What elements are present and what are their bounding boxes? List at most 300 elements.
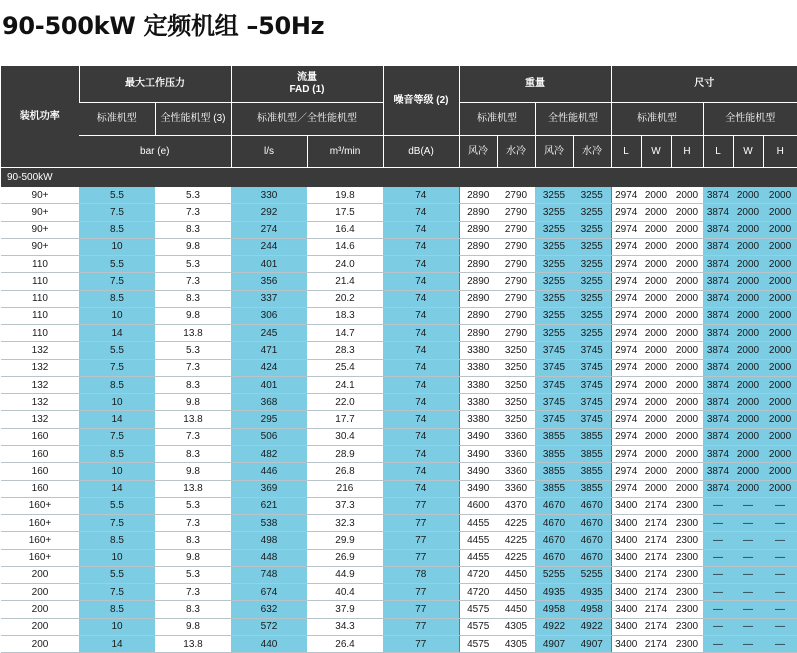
cell-dims-full-h: — [763, 515, 797, 532]
cell-dims-std-l: 2974 [611, 238, 641, 255]
cell-pressure-full: 8.3 [155, 445, 231, 462]
cell-dims-std-l: 2974 [611, 463, 641, 480]
cell-dims-std-l: 2974 [611, 480, 641, 497]
group-label: 90-500kW [1, 168, 797, 188]
cell-dims-std-w: 2000 [641, 187, 671, 204]
cell-dims-full-w: 2000 [733, 428, 763, 445]
cell-dims-full-l: 3874 [703, 428, 733, 445]
cell-flow-ls: 446 [231, 463, 307, 480]
cell-flow-ls: 368 [231, 394, 307, 411]
cell-pressure-full: 13.8 [155, 411, 231, 428]
header-dims-full-w: W [733, 136, 763, 168]
cell-weight-std-water: 3360 [497, 480, 535, 497]
cell-weight-full-water: 4935 [573, 584, 611, 601]
cell-flow-m3: 20.2 [307, 290, 383, 307]
cell-dims-std-h: 2300 [671, 549, 703, 566]
cell-flow-ls: 674 [231, 584, 307, 601]
cell-flow-m3: 26.4 [307, 635, 383, 652]
header-pressure-full: 全性能机型 (3) [155, 103, 231, 136]
cell-dims-std-l: 2974 [611, 290, 641, 307]
cell-weight-std-air: 4575 [459, 635, 497, 652]
header-dims-full: 全性能机型 [703, 103, 797, 136]
cell-weight-full-water: 3745 [573, 394, 611, 411]
cell-pressure-full: 13.8 [155, 480, 231, 497]
cell-weight-full-water: 4670 [573, 497, 611, 514]
cell-weight-std-water: 4305 [497, 618, 535, 635]
cell-weight-std-air: 2890 [459, 204, 497, 221]
cell-weight-full-water: 3745 [573, 359, 611, 376]
cell-dims-full-h: 2000 [763, 204, 797, 221]
page-title: 90-500kW 定频机组 –50Hz [2, 12, 325, 40]
cell-weight-full-air: 3745 [535, 411, 573, 428]
cell-dims-full-l: — [703, 601, 733, 618]
cell-weight-std-water: 2790 [497, 290, 535, 307]
cell-flow-ls: 295 [231, 411, 307, 428]
cell-dims-full-w: 2000 [733, 359, 763, 376]
cell-dims-std-l: 2974 [611, 359, 641, 376]
cell-noise-db: 74 [383, 463, 459, 480]
cell-power: 110 [1, 307, 79, 324]
cell-dims-full-h: 2000 [763, 325, 797, 342]
cell-dims-std-w: 2174 [641, 635, 671, 652]
cell-weight-std-water: 2790 [497, 187, 535, 204]
cell-pressure-std: 8.5 [79, 221, 155, 238]
cell-flow-ls: 369 [231, 480, 307, 497]
cell-flow-ls: 244 [231, 238, 307, 255]
cell-weight-std-air: 3490 [459, 463, 497, 480]
cell-dims-std-w: 2000 [641, 273, 671, 290]
cell-power: 200 [1, 584, 79, 601]
cell-dims-full-l: 3874 [703, 394, 733, 411]
cell-dims-std-h: 2300 [671, 601, 703, 618]
cell-dims-full-h: 2000 [763, 342, 797, 359]
cell-pressure-std: 14 [79, 480, 155, 497]
cell-weight-full-air: 4670 [535, 532, 573, 549]
cell-noise-db: 74 [383, 411, 459, 428]
cell-noise-db: 77 [383, 618, 459, 635]
cell-dims-full-w: 2000 [733, 238, 763, 255]
cell-dims-std-h: 2000 [671, 325, 703, 342]
cell-weight-full-water: 4907 [573, 635, 611, 652]
cell-weight-full-air: 4935 [535, 584, 573, 601]
cell-flow-ls: 337 [231, 290, 307, 307]
cell-dims-full-h: — [763, 497, 797, 514]
cell-dims-std-l: 2974 [611, 376, 641, 393]
header-unit-m3: m³/min [307, 136, 383, 168]
cell-pressure-full: 9.8 [155, 394, 231, 411]
cell-noise-db: 74 [383, 256, 459, 273]
cell-dims-std-h: 2000 [671, 480, 703, 497]
cell-weight-full-air: 3855 [535, 445, 573, 462]
cell-weight-full-water: 3745 [573, 342, 611, 359]
cell-noise-db: 77 [383, 584, 459, 601]
cell-dims-std-l: 2974 [611, 394, 641, 411]
cell-pressure-full: 5.3 [155, 342, 231, 359]
cell-dims-full-h: — [763, 584, 797, 601]
cell-dims-std-w: 2000 [641, 290, 671, 307]
cell-pressure-std: 14 [79, 411, 155, 428]
cell-power: 90+ [1, 238, 79, 255]
cell-dims-full-w: 2000 [733, 445, 763, 462]
cell-power: 110 [1, 256, 79, 273]
cell-flow-ls: 572 [231, 618, 307, 635]
cell-noise-db: 74 [383, 238, 459, 255]
cell-pressure-std: 8.5 [79, 376, 155, 393]
cell-dims-full-l: 3874 [703, 307, 733, 324]
cell-weight-full-water: 4670 [573, 549, 611, 566]
table-row [1, 290, 797, 307]
cell-flow-m3: 44.9 [307, 566, 383, 583]
cell-noise-db: 78 [383, 566, 459, 583]
cell-dims-full-w: 2000 [733, 290, 763, 307]
cell-dims-std-l: 2974 [611, 445, 641, 462]
cell-flow-ls: 292 [231, 204, 307, 221]
cell-flow-ls: 306 [231, 307, 307, 324]
cell-dims-full-h: 2000 [763, 256, 797, 273]
cell-pressure-full: 9.8 [155, 307, 231, 324]
cell-weight-full-air: 4922 [535, 618, 573, 635]
cell-flow-m3: 22.0 [307, 394, 383, 411]
cell-dims-full-w: 2000 [733, 325, 763, 342]
cell-dims-full-h: — [763, 532, 797, 549]
cell-flow-ls: 440 [231, 635, 307, 652]
cell-dims-full-l: 3874 [703, 187, 733, 204]
header-noise: 噪音等级 (2) [383, 66, 459, 136]
header-weight-full: 全性能机型 [535, 103, 611, 136]
cell-dims-full-l: 3874 [703, 359, 733, 376]
cell-weight-full-air: 4958 [535, 601, 573, 618]
cell-pressure-full: 9.8 [155, 238, 231, 255]
cell-dims-full-h: 2000 [763, 273, 797, 290]
cell-dims-full-w: 2000 [733, 204, 763, 221]
header-dims-full-h: H [763, 136, 797, 168]
cell-dims-std-h: 2000 [671, 307, 703, 324]
cell-noise-db: 77 [383, 497, 459, 514]
table-row [1, 618, 797, 635]
cell-weight-full-water: 3255 [573, 221, 611, 238]
cell-dims-full-w: 2000 [733, 463, 763, 480]
cell-power: 160 [1, 428, 79, 445]
cell-pressure-std: 10 [79, 394, 155, 411]
cell-noise-db: 74 [383, 325, 459, 342]
cell-dims-std-w: 2174 [641, 549, 671, 566]
cell-flow-ls: 538 [231, 515, 307, 532]
cell-dims-std-l: 3400 [611, 635, 641, 652]
cell-power: 200 [1, 601, 79, 618]
cell-flow-ls: 245 [231, 325, 307, 342]
cell-pressure-std: 8.5 [79, 290, 155, 307]
cell-dims-std-l: 2974 [611, 428, 641, 445]
cell-noise-db: 77 [383, 532, 459, 549]
cell-dims-full-l: — [703, 584, 733, 601]
table-row [1, 635, 797, 652]
header-weight-std: 标准机型 [459, 103, 535, 136]
cell-pressure-std: 14 [79, 325, 155, 342]
cell-noise-db: 74 [383, 273, 459, 290]
cell-weight-full-water: 3255 [573, 290, 611, 307]
cell-dims-std-w: 2174 [641, 497, 671, 514]
cell-weight-full-air: 3855 [535, 463, 573, 480]
cell-dims-std-l: 2974 [611, 342, 641, 359]
cell-dims-full-h: 2000 [763, 463, 797, 480]
cell-weight-full-water: 3255 [573, 307, 611, 324]
table-row [1, 480, 797, 497]
cell-pressure-full: 7.3 [155, 359, 231, 376]
cell-dims-std-l: 2974 [611, 411, 641, 428]
header-dims-full-l: L [703, 136, 733, 168]
cell-weight-std-air: 3380 [459, 359, 497, 376]
cell-dims-full-l: 3874 [703, 238, 733, 255]
cell-dims-full-l: 3874 [703, 463, 733, 480]
cell-power: 110 [1, 273, 79, 290]
cell-flow-m3: 16.4 [307, 221, 383, 238]
cell-dims-full-w: 2000 [733, 256, 763, 273]
cell-dims-std-l: 2974 [611, 307, 641, 324]
table-row [1, 584, 797, 601]
cell-dims-std-l: 3400 [611, 584, 641, 601]
cell-flow-m3: 34.3 [307, 618, 383, 635]
cell-pressure-full: 8.3 [155, 532, 231, 549]
cell-weight-std-air: 3380 [459, 394, 497, 411]
cell-pressure-std: 5.5 [79, 256, 155, 273]
table-row [1, 428, 797, 445]
header-dims-std: 标准机型 [611, 103, 703, 136]
cell-weight-full-water: 3745 [573, 411, 611, 428]
cell-dims-std-h: 2300 [671, 566, 703, 583]
cell-power: 160+ [1, 532, 79, 549]
cell-power: 90+ [1, 221, 79, 238]
header-weight: 重量 [459, 66, 611, 103]
cell-pressure-std: 7.5 [79, 428, 155, 445]
cell-dims-std-w: 2174 [641, 584, 671, 601]
cell-dims-std-l: 2974 [611, 204, 641, 221]
table-row [1, 342, 797, 359]
cell-noise-db: 74 [383, 187, 459, 204]
cell-pressure-std: 10 [79, 618, 155, 635]
cell-flow-ls: 401 [231, 376, 307, 393]
cell-weight-std-water: 4225 [497, 515, 535, 532]
cell-dims-full-w: 2000 [733, 273, 763, 290]
cell-flow-m3: 14.7 [307, 325, 383, 342]
cell-flow-m3: 29.9 [307, 532, 383, 549]
cell-dims-std-w: 2000 [641, 204, 671, 221]
cell-weight-std-air: 2890 [459, 325, 497, 342]
cell-noise-db: 74 [383, 428, 459, 445]
header-dims-std-h: H [671, 136, 703, 168]
header-weight-std-water: 水冷 [497, 136, 535, 168]
cell-dims-full-h: — [763, 566, 797, 583]
cell-weight-std-water: 2790 [497, 256, 535, 273]
cell-pressure-std: 5.5 [79, 187, 155, 204]
cell-weight-std-air: 3490 [459, 445, 497, 462]
header-flow-models: 标准机型／全性能机型 [231, 103, 383, 136]
cell-noise-db: 74 [383, 359, 459, 376]
cell-dims-full-h: 2000 [763, 307, 797, 324]
cell-dims-std-l: 2974 [611, 273, 641, 290]
cell-dims-std-h: 2000 [671, 290, 703, 307]
cell-dims-full-l: 3874 [703, 290, 733, 307]
cell-weight-std-water: 3250 [497, 376, 535, 393]
table-row [1, 376, 797, 393]
table-row [1, 445, 797, 462]
cell-dims-std-l: 3400 [611, 601, 641, 618]
cell-weight-full-air: 3255 [535, 238, 573, 255]
cell-flow-ls: 401 [231, 256, 307, 273]
cell-dims-std-h: 2000 [671, 342, 703, 359]
cell-dims-full-w: — [733, 601, 763, 618]
cell-weight-std-water: 2790 [497, 238, 535, 255]
cell-dims-std-w: 2000 [641, 428, 671, 445]
cell-weight-full-water: 4670 [573, 532, 611, 549]
cell-weight-full-water: 3255 [573, 204, 611, 221]
cell-dims-full-h: — [763, 549, 797, 566]
cell-flow-m3: 17.7 [307, 411, 383, 428]
cell-dims-full-l: — [703, 618, 733, 635]
cell-dims-full-h: 2000 [763, 445, 797, 462]
table-body [1, 168, 797, 653]
cell-dims-std-h: 2300 [671, 635, 703, 652]
cell-dims-full-l: — [703, 532, 733, 549]
table-row [1, 497, 797, 514]
cell-noise-db: 74 [383, 204, 459, 221]
cell-dims-std-w: 2000 [641, 325, 671, 342]
cell-dims-full-h: 2000 [763, 187, 797, 204]
cell-pressure-std: 8.5 [79, 601, 155, 618]
cell-weight-std-air: 3380 [459, 411, 497, 428]
cell-noise-db: 74 [383, 342, 459, 359]
cell-dims-std-l: 3400 [611, 515, 641, 532]
cell-flow-ls: 471 [231, 342, 307, 359]
cell-dims-std-w: 2000 [641, 307, 671, 324]
table-row [1, 325, 797, 342]
cell-flow-m3: 24.1 [307, 376, 383, 393]
cell-weight-full-air: 4670 [535, 549, 573, 566]
cell-dims-std-h: 2000 [671, 394, 703, 411]
cell-flow-m3: 30.4 [307, 428, 383, 445]
cell-power: 160 [1, 463, 79, 480]
cell-weight-std-air: 3380 [459, 342, 497, 359]
cell-dims-std-h: 2000 [671, 187, 703, 204]
cell-flow-m3: 19.8 [307, 187, 383, 204]
cell-flow-m3: 28.9 [307, 445, 383, 462]
cell-flow-ls: 482 [231, 445, 307, 462]
cell-dims-full-h: 2000 [763, 394, 797, 411]
cell-pressure-full: 5.3 [155, 497, 231, 514]
cell-weight-std-air: 2890 [459, 307, 497, 324]
cell-pressure-full: 7.3 [155, 515, 231, 532]
cell-dims-std-h: 2300 [671, 532, 703, 549]
cell-pressure-std: 14 [79, 635, 155, 652]
cell-dims-std-h: 2000 [671, 273, 703, 290]
cell-weight-full-air: 3255 [535, 187, 573, 204]
cell-dims-full-w: — [733, 515, 763, 532]
header-dims-std-l: L [611, 136, 641, 168]
cell-weight-std-air: 3490 [459, 480, 497, 497]
table-row [1, 221, 797, 238]
cell-weight-std-air: 4455 [459, 549, 497, 566]
cell-weight-std-water: 4225 [497, 532, 535, 549]
cell-dims-std-w: 2174 [641, 566, 671, 583]
cell-weight-full-air: 3255 [535, 273, 573, 290]
cell-dims-std-w: 2000 [641, 463, 671, 480]
table-row [1, 394, 797, 411]
cell-weight-std-air: 4455 [459, 515, 497, 532]
cell-weight-full-water: 4670 [573, 515, 611, 532]
table-row [1, 549, 797, 566]
cell-dims-full-h: 2000 [763, 376, 797, 393]
table-row [1, 238, 797, 255]
cell-flow-ls: 424 [231, 359, 307, 376]
cell-dims-std-l: 3400 [611, 532, 641, 549]
table-row [1, 204, 797, 221]
cell-dims-std-w: 2174 [641, 515, 671, 532]
cell-weight-std-air: 3490 [459, 428, 497, 445]
table-row [1, 307, 797, 324]
cell-dims-full-w: 2000 [733, 480, 763, 497]
cell-pressure-full: 8.3 [155, 376, 231, 393]
cell-pressure-full: 8.3 [155, 601, 231, 618]
cell-dims-full-w: 2000 [733, 307, 763, 324]
cell-power: 132 [1, 394, 79, 411]
cell-pressure-std: 7.5 [79, 359, 155, 376]
cell-dims-full-w: — [733, 549, 763, 566]
cell-dims-std-w: 2174 [641, 532, 671, 549]
cell-noise-db: 74 [383, 290, 459, 307]
cell-noise-db: 74 [383, 376, 459, 393]
cell-dims-full-l: — [703, 635, 733, 652]
cell-dims-full-w: — [733, 635, 763, 652]
cell-pressure-full: 7.3 [155, 273, 231, 290]
cell-dims-full-w: 2000 [733, 342, 763, 359]
cell-power: 90+ [1, 187, 79, 204]
cell-dims-full-l: 3874 [703, 256, 733, 273]
cell-weight-std-water: 4305 [497, 635, 535, 652]
header-unit-bar: bar (e) [79, 136, 231, 168]
cell-dims-full-l: — [703, 566, 733, 583]
cell-power: 160 [1, 480, 79, 497]
cell-weight-full-water: 3855 [573, 463, 611, 480]
cell-weight-std-air: 2890 [459, 256, 497, 273]
cell-pressure-full: 9.8 [155, 463, 231, 480]
header-dimensions: 尺寸 [611, 66, 797, 103]
table-row [1, 411, 797, 428]
cell-weight-std-air: 4575 [459, 601, 497, 618]
table-row [1, 463, 797, 480]
cell-dims-full-w: — [733, 584, 763, 601]
cell-dims-std-w: 2000 [641, 480, 671, 497]
cell-power: 132 [1, 411, 79, 428]
cell-weight-std-water: 4450 [497, 566, 535, 583]
cell-pressure-full: 5.3 [155, 566, 231, 583]
cell-dims-std-l: 2974 [611, 325, 641, 342]
header-pressure-std: 标准机型 [79, 103, 155, 136]
cell-weight-full-air: 3745 [535, 394, 573, 411]
cell-power: 200 [1, 566, 79, 583]
cell-dims-full-w: — [733, 618, 763, 635]
cell-dims-full-l: 3874 [703, 204, 733, 221]
cell-dims-std-w: 2000 [641, 445, 671, 462]
cell-flow-ls: 621 [231, 497, 307, 514]
cell-weight-full-water: 3855 [573, 445, 611, 462]
spec-table [1, 66, 797, 653]
cell-dims-std-h: 2000 [671, 428, 703, 445]
cell-flow-m3: 17.5 [307, 204, 383, 221]
cell-weight-std-water: 3360 [497, 463, 535, 480]
cell-dims-std-l: 3400 [611, 618, 641, 635]
cell-dims-full-l: 3874 [703, 376, 733, 393]
header-weight-full-air: 风冷 [535, 136, 573, 168]
cell-dims-full-l: — [703, 549, 733, 566]
